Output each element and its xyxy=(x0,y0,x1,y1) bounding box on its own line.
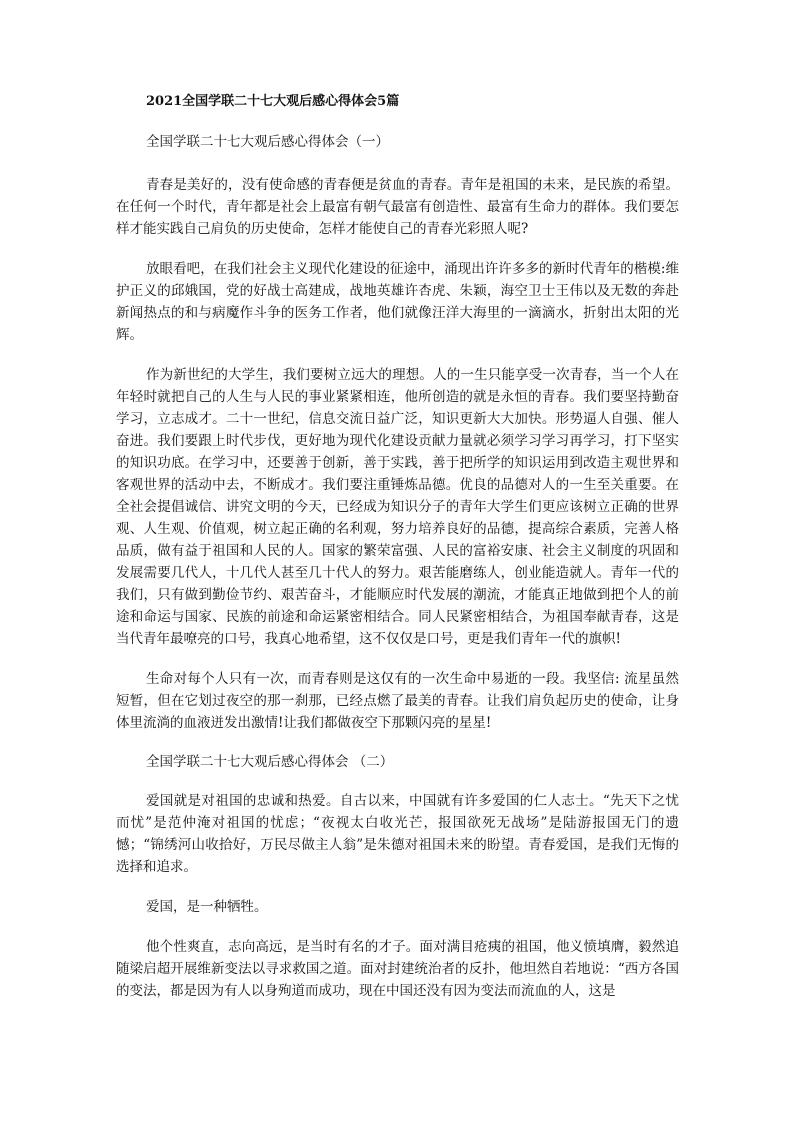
paragraph: 放眼看吧，在我们社会主义现代化建设的征途中，涌现出许许多多的新时代青年的楷模:维护正义的邱娥国，党的好战士高建成，战地英雄许杏虎、朱颖，海空卫士王伟以及无数的奔赴新闻热点的和与病魔作斗争的医务工作者，他们就像汪洋大海里的一滴滴水，折射出太阳的光辉。 xyxy=(116,261,679,343)
spacer xyxy=(116,918,679,936)
paragraph: 生命对每个人只有一次，而青春则是这仅有的一次生命中易逝的一段。我坚信: 流星虽然短暂，但在它划过夜空的那一刹那，已经点燃了最美的青春。让我们肩负起历史的使命，让身体里流淌的血液迸发出激情!让我们都做夜空下那颗闪亮的星星! xyxy=(116,671,679,731)
paragraph: 他个性爽直，志向高远，是当时有名的才子。面对满目疮痍的祖国，他义愤填膺，毅然追随梁启超开展维新变法以寻求救国之道。面对封建统治者的反扑，他坦然自若地说：“西方各国的变法，都是因为有人以身殉道而成功，现在中国还没有因为变法而流血的人，这是 xyxy=(116,939,679,999)
paragraph: 爱国就是对祖国的忠诚和热爱。自古以来，中国就有许多爱国的仁人志士。“先天下之忧而忧”是范仲淹对祖国的忧虑；“夜视太白收光芒，报国欲死无战场”是陆游报国无门的遗憾；“锦绣河山收拾好，万民尽做主人翁”是朱德对祖国未来的盼望。青春爱国，是我们无悔的选择和追求。 xyxy=(116,793,679,875)
document-page xyxy=(116,92,679,1002)
paragraph: 作为新世纪的大学生，我们要树立远大的理想。人的一生只能享受一次青春，当一个人在年轻时就把自己的人生与人民的事业紧紧相连，他所创造的就是永恒的青春。我们要坚持勤奋学习，立志成才。二十一世纪，信息交流日益广泛，知识更新大大加快。形势逼人自强、催人奋进。我们要跟上时代步伐，更好地为现代化建设贡献力量就必须学习学习再学习，打下坚实的知识功底。在学习中，还要善于创新，善于实践，善于把所学的知识运用到改造主观世界和客观世界的活动中去，不断成才。我们要注重锤炼品德。优良的品德对人的一生至关重要。在全社会提倡诚信、讲究文明的今天，已经成为知识分子的青年大学生们更应该树立正确的世界观、人生观、价值观，树立起正确的名利观，努力培养良好的品德，提高综合素质，完善人格品质，做有益于祖国和人民的人。国家的繁荣富强、人民的富裕安康、社会主义制度的巩固和发展需要几代人，十几代人甚至几十代人的努力。艰苦能磨练人，创业能造就人。青年一代的我们，只有做到勤俭节约、艰苦奋斗，才能顺应时代发展的潮流，才能真正地做到把个人的前途和命运与国家、民族的前途和命运紧密相结合。同人民紧密相结合，为祖国奉献青春，这是当代青年最嘹亮的口号，我真心地希望，这不仅仅是口号，更是我们青年一代的旗帜! xyxy=(116,367,679,647)
paragraph: 爱国，是一种牺牲。 xyxy=(146,899,268,915)
spacer xyxy=(116,240,679,258)
spacer xyxy=(116,734,679,752)
paragraph: 青春是美好的，没有使命感的青春便是贫血的青春。青年是祖国的未来，是民族的希望。在任何一个时代，青年都是社会上最富有朝气最富有创造性、最富有生命力的群体。我们要怎样才能实践自己肩负的历史使命，怎样才能使自己的青春光彩照人呢? xyxy=(116,177,679,237)
spacer xyxy=(116,346,679,364)
spacer xyxy=(116,878,679,896)
section-heading-2: 全国学联二十七大观后感心得体会 （二） xyxy=(146,754,394,770)
section-heading-1: 全国学联二十七大观后感心得体会（一） xyxy=(146,134,389,150)
document-title: 2021全国学联二十七大观后感心得体会5篇 xyxy=(146,94,400,109)
spacer xyxy=(116,772,679,790)
spacer xyxy=(116,112,679,132)
spacer xyxy=(116,152,679,174)
spacer xyxy=(116,650,679,668)
